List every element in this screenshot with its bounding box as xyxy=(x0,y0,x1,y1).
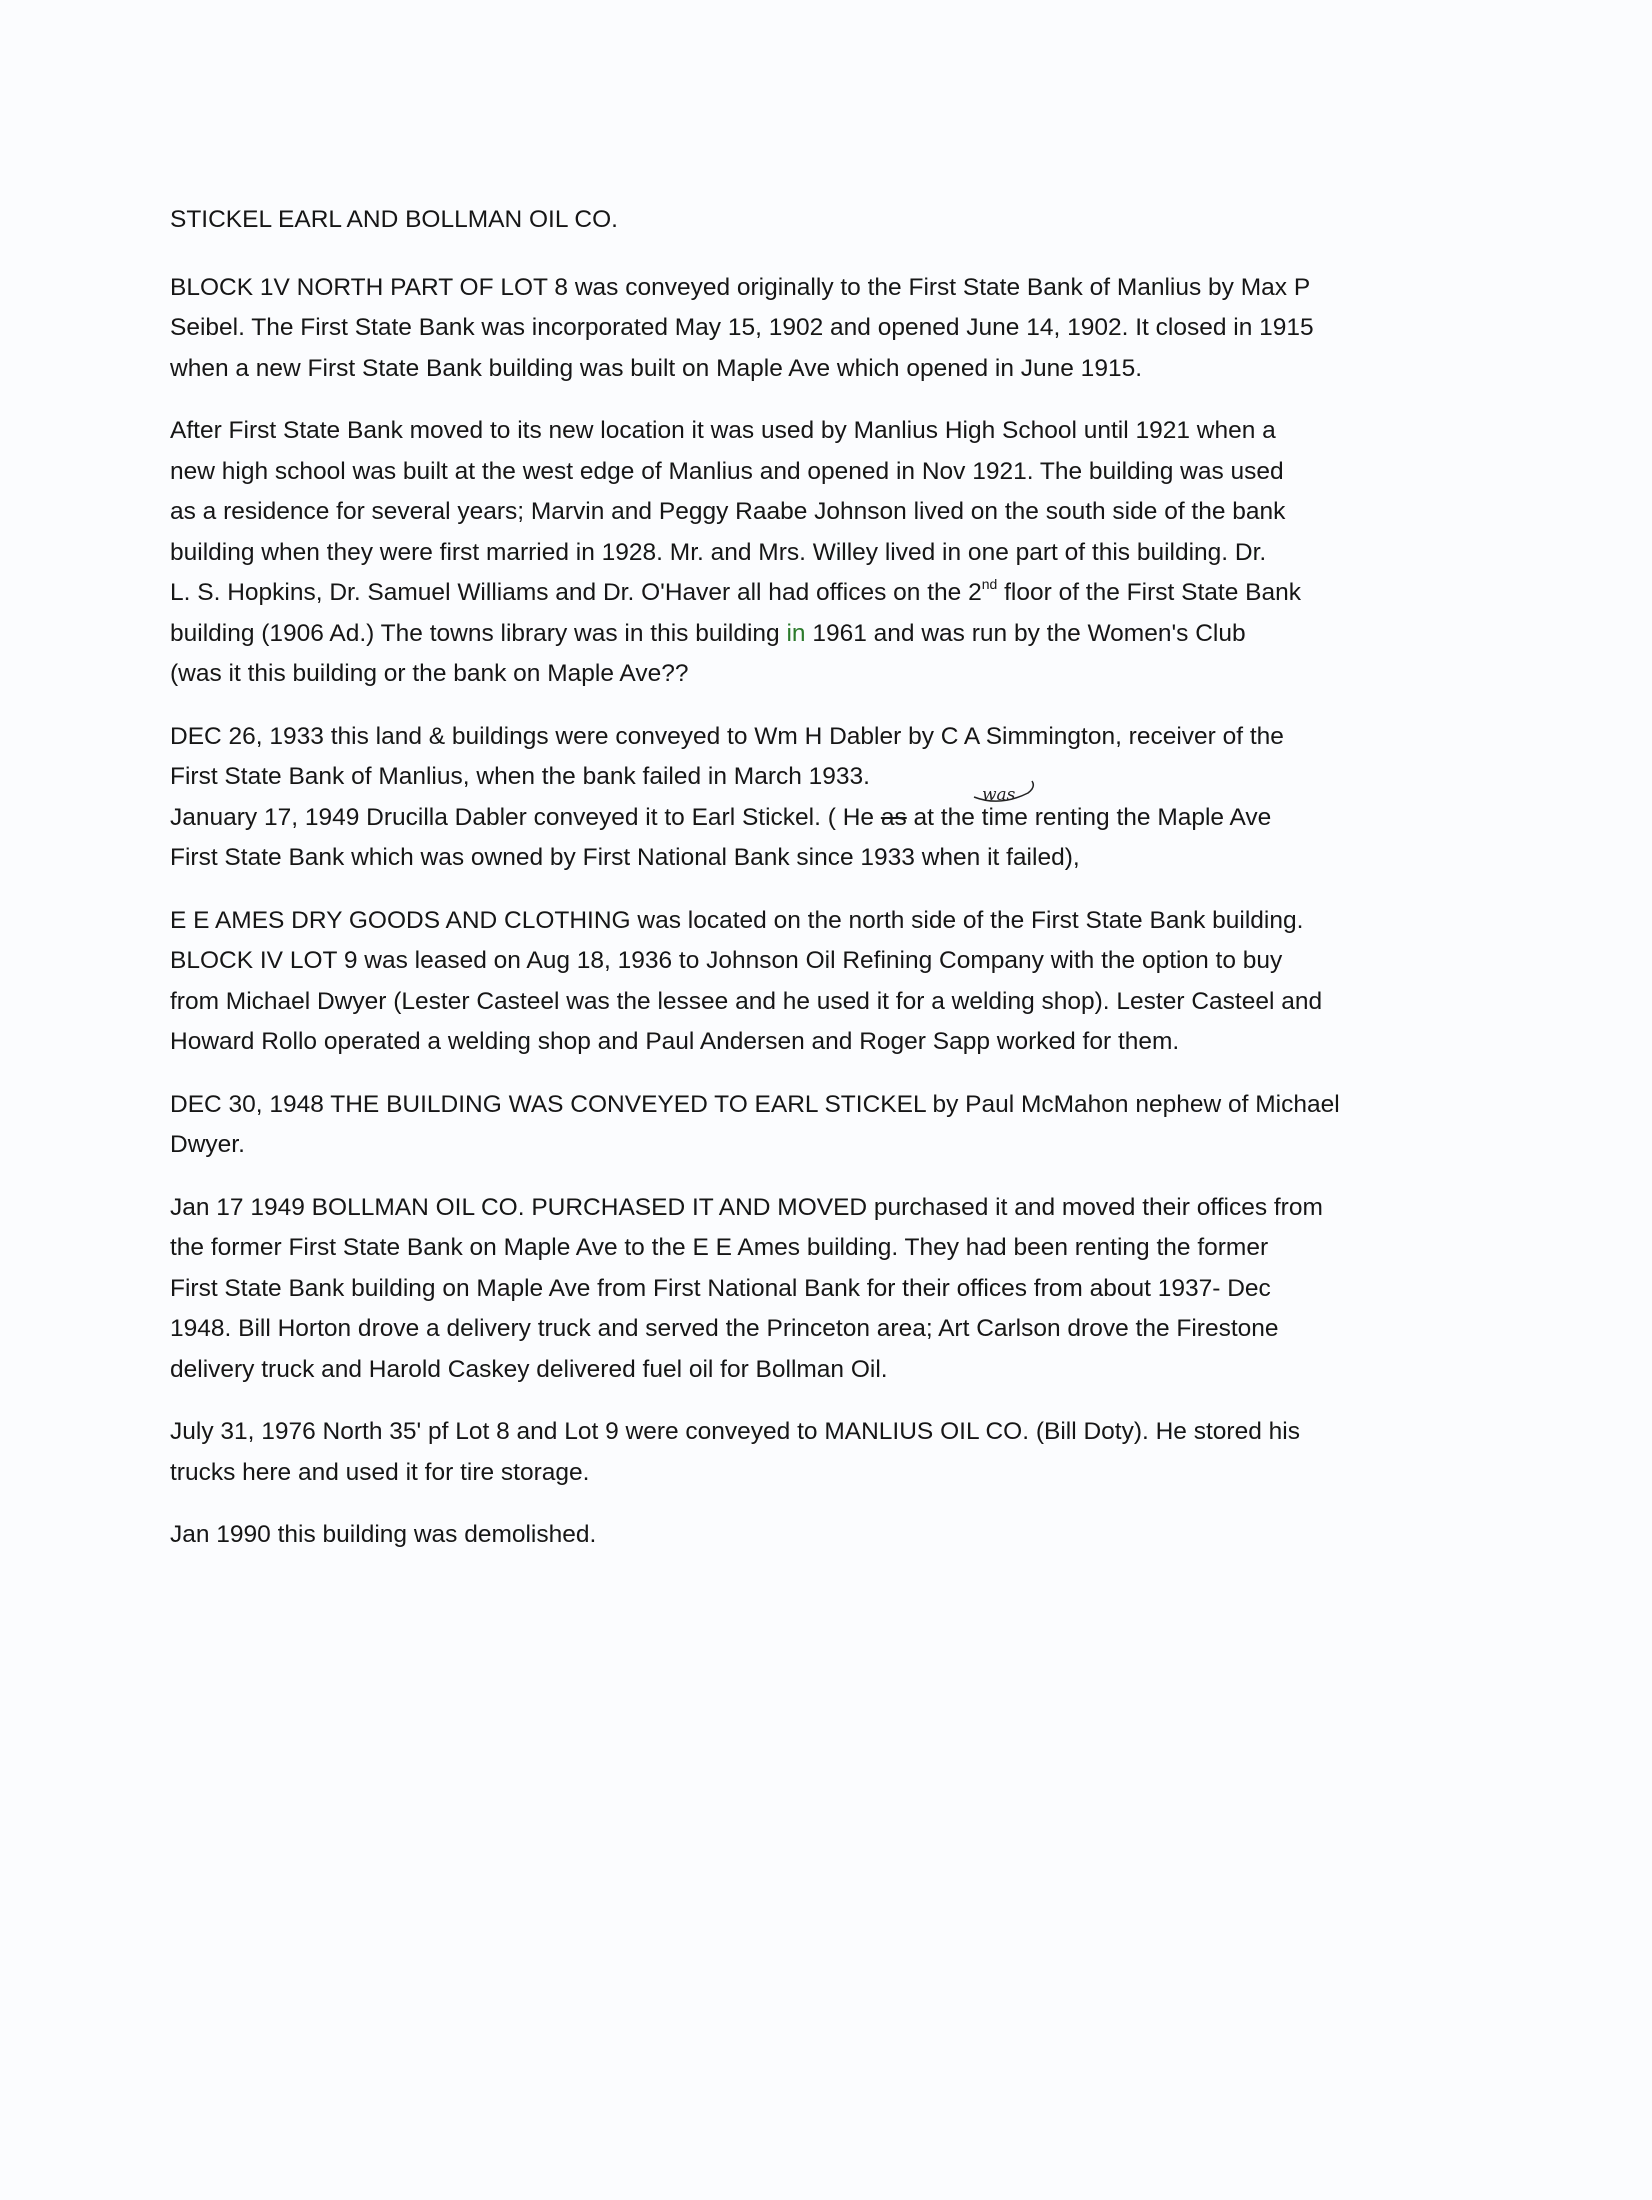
text-line: E E AMES DRY GOODS AND CLOTHING was located on the north side of the First State Bank building. xyxy=(170,906,1304,934)
text-line: 1948. Bill Horton drove a delivery truck and served the Princeton area; Art Carlson drove the Firestone xyxy=(170,1315,1279,1342)
paragraph-july-1976 xyxy=(170,1412,1470,1493)
paragraph-after-bank-moved xyxy=(170,411,1470,695)
text-line xyxy=(170,573,1470,614)
struck-text: as xyxy=(880,803,907,831)
paragraph-jan-1990 xyxy=(170,1515,1470,1556)
text-line: when a new First State Bank building was built on Maple Ave which opened in June 1915. xyxy=(170,354,1142,382)
text-segment: at the time renting the Maple Ave xyxy=(906,803,1272,831)
text-segment: January 17, 1949 Drucilla Dabler conveyed it to Earl Stickel. ( He xyxy=(170,803,881,831)
text-segment: 1961 and was run by the Women's Club xyxy=(805,619,1246,647)
paragraph-block-1v xyxy=(170,268,1470,390)
text-line: DEC 26, 1933 this land & buildings were conveyed to Wm H Dabler by C A Simmington, receiver of the xyxy=(170,722,1284,750)
text-line: Jan 17 1949 BOLLMAN OIL CO. PURCHASED IT AND MOVED purchased it and moved their offices from xyxy=(170,1193,1323,1221)
text-line: as a residence for several years; Marvin and Peggy Raabe Johnson lived on the south side of the bank xyxy=(170,498,1286,525)
text-line: trucks here and used it for tire storage. xyxy=(170,1458,590,1486)
text-line: First State Bank of Manlius, when the bank failed in March 1933. xyxy=(170,763,870,790)
text-segment: building (1906 Ad.) The towns library was in this building xyxy=(170,619,787,647)
text-line: the former First State Bank on Maple Ave to the E E Ames building. They had been renting the former xyxy=(170,1234,1269,1261)
text-line: First State Bank which was owned by First National Bank since 1933 when it failed), xyxy=(170,844,1080,871)
text-segment: floor of the First State Bank xyxy=(997,579,1301,606)
text-line: After First State Bank moved to its new location it was used by Manlius High School until 1921 when a xyxy=(170,417,1276,444)
paragraph-dec-1948 xyxy=(170,1085,1470,1166)
text-line: delivery truck and Harold Caskey delivered fuel oil for Bollman Oil. xyxy=(170,1355,888,1383)
superscript-text: nd xyxy=(981,575,998,592)
document-title: STICKEL EARL AND BOLLMAN OIL CO. xyxy=(170,206,618,233)
text-line: BLOCK 1V NORTH PART OF LOT 8 was conveyed originally to the First State Bank of Manlius by Max P xyxy=(170,273,1311,301)
text-line: new high school was built at the west edge of Manlius and opened in Nov 1921. The building was used xyxy=(170,457,1284,485)
green-text-segment: in xyxy=(786,619,806,647)
text-line: BLOCK IV LOT 9 was leased on Aug 18, 1936 to Johnson Oil Refining Company with the option to buy xyxy=(170,947,1283,974)
text-line: from Michael Dwyer (Lester Casteel was the lessee and he used it for a welding shop). Lester Casteel and xyxy=(170,987,1323,1015)
handwritten-mark xyxy=(970,775,1040,805)
paragraph-dec-1933 xyxy=(170,717,1470,879)
text-line: Howard Rollo operated a welding shop and Paul Andersen and Roger Sapp worked for them. xyxy=(170,1028,1180,1055)
text-line xyxy=(170,614,1470,655)
text-segment: L. S. Hopkins, Dr. Samuel Williams and Dr. O'Haver all had offices on the 2 xyxy=(170,579,982,606)
text-line: Jan 1990 this building was demolished. xyxy=(170,1521,597,1548)
text-line: Seibel. The First State Bank was incorporated May 15, 1902 and opened June 14, 1902. It closed in 1915 xyxy=(170,314,1314,341)
text-line: First State Bank building on Maple Ave from First National Bank for their offices from about 1937- Dec xyxy=(170,1274,1271,1302)
paragraph-ee-ames xyxy=(170,901,1470,1063)
text-line: July 31, 1976 North 35' pf Lot 8 and Lot 9 were conveyed to MANLIUS OIL CO. (Bill Doty). He stored his xyxy=(170,1418,1300,1445)
text-line xyxy=(170,798,1470,839)
text-line: DEC 30, 1948 THE BUILDING WAS CONVEYED TO EARL STICKEL by Paul McMahon nephew of Michael xyxy=(170,1090,1340,1118)
document-page xyxy=(170,200,1470,1578)
text-line: Dwyer. xyxy=(170,1131,245,1158)
text-line: (was it this building or the bank on Maple Ave?? xyxy=(170,660,689,687)
text-line: building when they were first married in 1928. Mr. and Mrs. Willey lived in one part of this building. Dr. xyxy=(170,538,1267,566)
handwritten-correction: was xyxy=(982,784,1016,805)
paragraph-jan-1949 xyxy=(170,1188,1470,1391)
